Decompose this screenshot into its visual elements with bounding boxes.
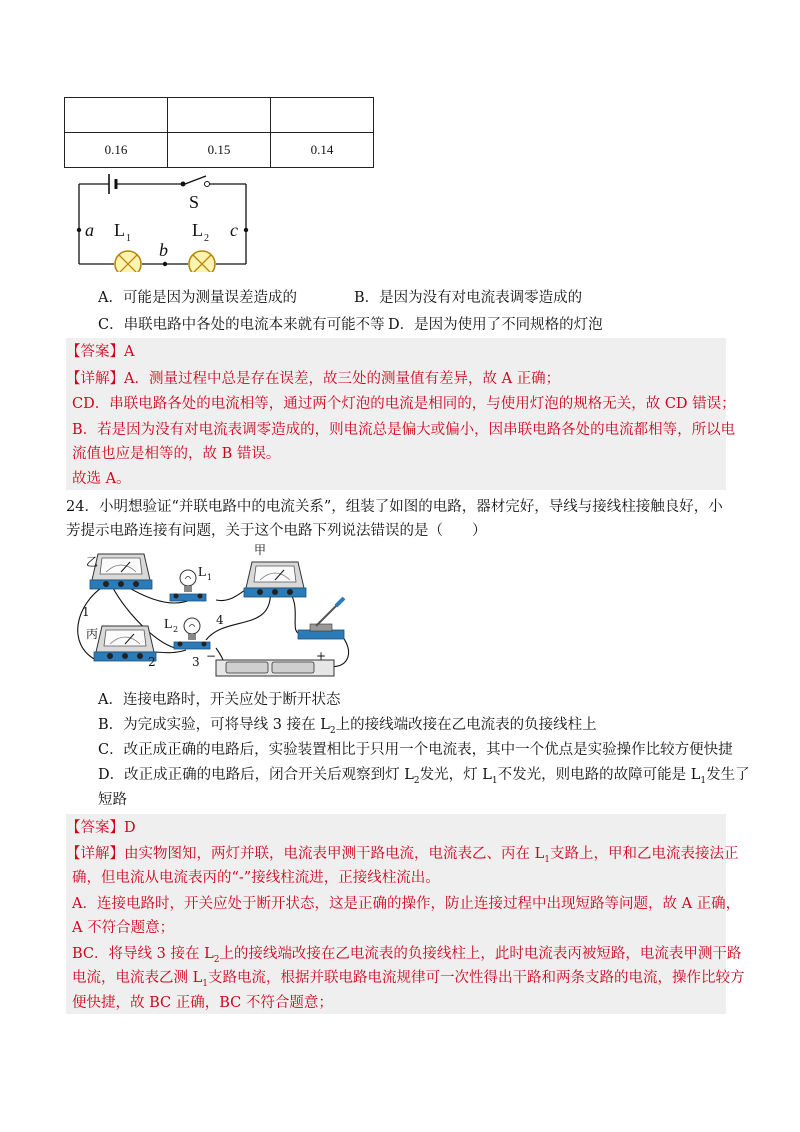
table-row (65, 98, 374, 133)
detail-line: B．若是因为没有对电流表调零造成的，则电流总是偏大或偏小，因串联电路各处的电流都相等，所以电 (72, 422, 736, 438)
lamp-l2-subscript: 2 (204, 233, 209, 244)
table-cell (168, 98, 271, 133)
lamp-l2-label: L (192, 220, 203, 240)
answer-q24: 【答案】D (66, 820, 136, 836)
answer-q23: 【答案】A (66, 344, 135, 360)
bulb-l2-label: L (164, 617, 173, 632)
detail-line: A．连接电路时，开关应处于断开状态，这是正确的操作，防止连接过程中出现短路等问题，故 A 正确， (72, 896, 741, 912)
wire-2-label: 2 (148, 655, 156, 669)
lamp-l1-label: L (114, 220, 125, 240)
table-cell: 0.15 (168, 133, 271, 168)
option-d-continued: 短路 (98, 792, 127, 808)
switch-label: S (189, 192, 200, 212)
point-b-label: b (159, 240, 168, 260)
detail-line: 【详解】由实物图知，两灯并联，电流表甲测干路电流，电流表乙、丙在 $L_1$支路上，甲和乙电流表接法正 (66, 846, 739, 865)
wire-3-label: 3 (192, 655, 200, 669)
table-cell (271, 98, 374, 133)
ammeter-jia-label: 甲 (254, 544, 267, 557)
parallel-circuit-figure (66, 544, 366, 684)
point-a-label: a (85, 220, 94, 240)
current-data-table (64, 97, 374, 168)
bulb-l1-label: L (198, 565, 207, 580)
detail-line: 确，但电流从电流表丙的“-”接线柱流进，正接线柱流出。 (72, 870, 440, 886)
table-cell: 0.14 (271, 133, 374, 168)
detail-line: 便快捷，故 BC 正确，BC 不符合题意； (72, 995, 333, 1011)
detail-line: BC．将导线 3 接在 $L_2$上的接线端改接在乙电流表的负接线柱上，此时电流表丙被短路，电流表甲测干路 (72, 946, 742, 965)
table-cell (65, 98, 168, 133)
lamp-l1-subscript: 1 (126, 233, 131, 244)
table-cell: 0.16 (65, 133, 168, 168)
battery-minus-label: − (206, 649, 217, 663)
detail-line: 电流，电流表乙测 $L_1$支路电流，根据并联电路电流规律可一次性得出干路和两条支路的电流，操作比较方 (72, 970, 745, 989)
point-c-label: c (230, 220, 238, 240)
bulb-l1-subscript: 1 (207, 573, 213, 582)
answer-block-q23 (66, 338, 726, 490)
series-circuit-diagram (64, 172, 264, 272)
option-b: B．为完成实验，可将导线 3 接在 $L_2$上的接线端改接在乙电流表的负接线柱上 (98, 717, 597, 736)
detail-line: 流值也应是相等的，故 B 错误。 (72, 446, 281, 462)
question-24-stem: 芳提示电路连接有问题，关于这个电路下列说法错误的是（ ） (66, 523, 487, 539)
table-row (65, 133, 374, 168)
question-24-stem: 24．小明想验证“并联电路中的电流关系”，组装了如图的电路，器材完好，导线与接线柱接触良好，小 (66, 499, 723, 515)
wire-4-label: 4 (216, 613, 224, 627)
detail-line: CD．串联电路各处的电流相等，通过两个灯泡的电流是相同的，与使用灯泡的规格无关，故 CD 错误； (72, 396, 736, 412)
option-b: B．是因为没有对电流表调零造成的 (354, 290, 583, 306)
option-c: C．串联电路中各处的电流本来就有可能不等 (98, 317, 385, 333)
ammeter-yi-label: 乙 (86, 555, 99, 569)
detail-line: 【详解】A．测量过程中总是存在误差，故三处的测量值有差异，故 A 正确； (66, 371, 561, 387)
option-d: D．是因为使用了不同规格的灯泡 (388, 317, 603, 333)
wire-1-label: 1 (82, 605, 90, 619)
option-a: A．可能是因为测量误差造成的 (98, 290, 297, 306)
battery-plus-label: + (316, 649, 327, 663)
bulb-l2-subscript: 2 (173, 625, 179, 634)
option-c: C．改正成正确的电路后，实验装置相比于只用一个电流表，其中一个优点是实验操作比较方便快捷 (98, 742, 733, 758)
detail-line: 故选 A。 (72, 471, 131, 487)
ammeter-bing-label: 丙 (86, 627, 99, 641)
option-d: D．改正成正确的电路后，闭合开关后观察到灯 $L_2$发光，灯 $L_1$不发光，则电路的故障可能是 $L_1$发生了 (98, 767, 750, 786)
detail-line: A 不符合题意； (72, 920, 175, 936)
option-a: A．连接电路时，开关应处于断开状态 (98, 692, 341, 708)
